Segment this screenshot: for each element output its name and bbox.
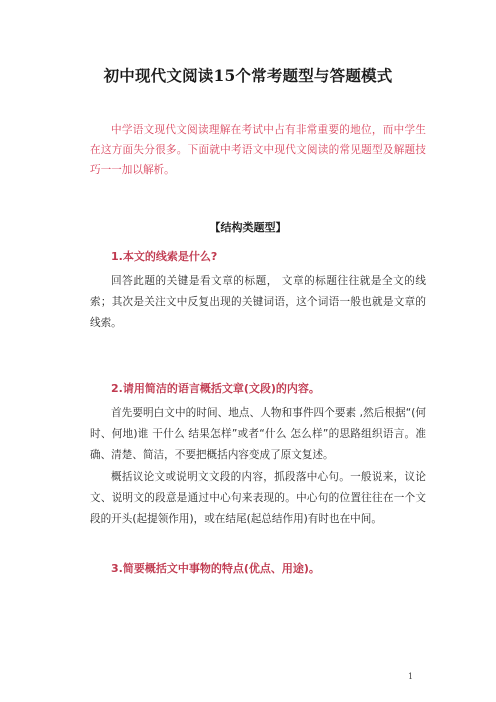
page-number: 1 (408, 672, 414, 681)
question-heading-3: 3.简要概括文中事物的特点(优点、用途)。 (111, 562, 320, 575)
question-heading-1: 1.本文的线索是什么? (111, 250, 218, 263)
intro-paragraph: 中学语文现代文阅读理解在考试中占有非常重要的地位，而中学生在这方面失分很多。下面就中考语文中现代文阅读的常见题型及解题技巧一一加以解析。 (90, 124, 426, 176)
section-header: 【结构类题型】 (209, 221, 287, 234)
answer-paragraph-2b: 概括议论文或说明文文段的内容，抓段落中心句。一般说来，议论文、说明文的段意是通过中心句来表现的。中心句的位置往往在一个文段的开头(起提领作用)，或在结尾(起总结作用)有时也在中间。 (90, 471, 426, 525)
question-heading-2: 2.请用简洁的语言概括文章(文段)的内容。 (111, 382, 320, 395)
document-title: 初中现代文阅读15个常考题型与答题模式 (103, 66, 393, 85)
answer-paragraph-2a: 首先要明白文中的时间、地点、人物和事件四个要素 ,然后根据“(何时、何地)谁 干什么 结果怎样”或者“什么 怎么样”的思路组织语言。准确、清楚、简洁，不要把概括内容变成了原文复述。 (90, 407, 426, 461)
answer-paragraph-1: 回答此题的关键是看文章的标题， 文章的标题往往就是全文的线索；其次是关注文中反复出现的关键词语，这个词语一般也就是文章的线索。 (90, 275, 426, 329)
